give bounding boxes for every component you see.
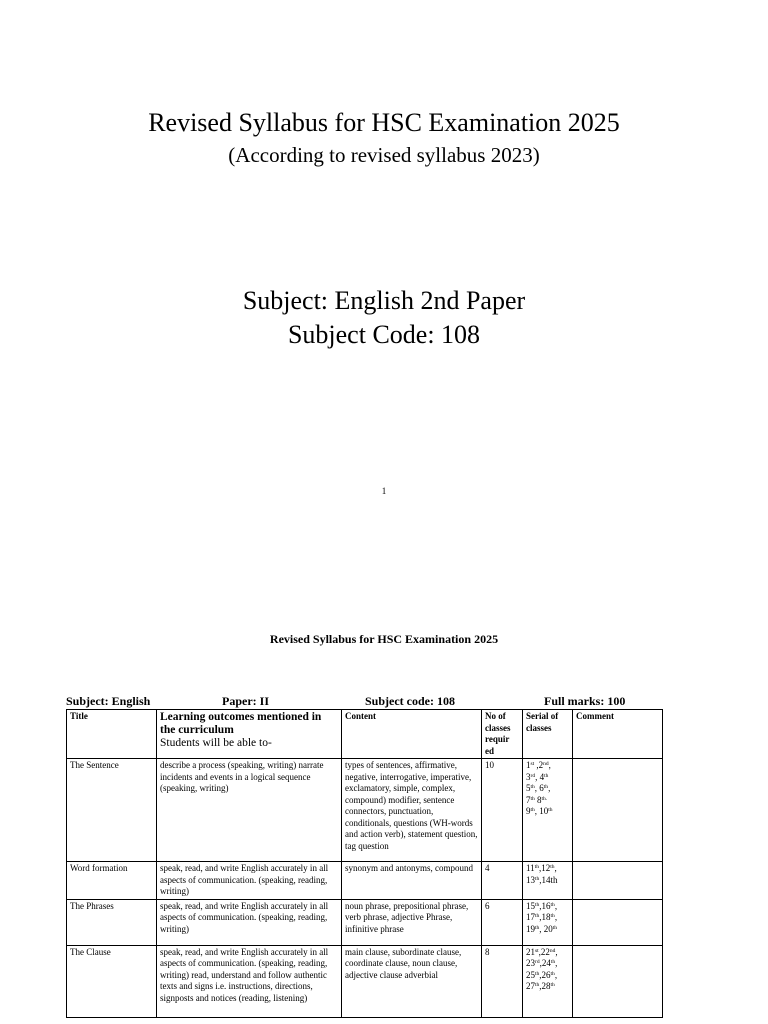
serial-number: 10 — [539, 806, 549, 816]
serial-ordinal-suffix: th — [550, 913, 555, 919]
header-learning-outcomes — [157, 710, 342, 759]
row-title: Word formation — [67, 862, 157, 900]
page-number: 1 — [381, 486, 387, 496]
row-outcomes: speak, read, and write English accurately in all aspects of communication. (speaking, reading, writing) — [157, 899, 342, 945]
row-comment — [573, 899, 663, 945]
serial-ordinal-suffix: st — [530, 761, 535, 767]
serial-ordinal-suffix: th — [530, 784, 535, 790]
main-title: Revised Syllabus for HSC Examination 2025 — [148, 108, 620, 137]
table-row — [67, 945, 663, 1017]
serial-ordinal-suffix: nd — [543, 761, 549, 767]
serial-number: 23 — [526, 958, 535, 968]
row-content: types of sentences, affirmative, negative, interrogative, imperative, exclamatory, simple, complex, compound) modifier, sentence connectors, punctuation, conditionals, questions (WH-words and action verb), statement question, tag question — [342, 759, 482, 862]
serial-number: 15 — [526, 900, 535, 911]
serial-number: 9 — [526, 806, 531, 816]
row-title: The Clause — [67, 945, 157, 1017]
serial-number: 7 — [526, 794, 531, 805]
serial-ordinal-suffix: th — [550, 970, 555, 977]
serial-ordinal-suffix: nd — [549, 947, 556, 954]
meta-subject: Subject: English — [66, 694, 151, 708]
serial-number: 13 — [526, 874, 535, 885]
serial-number: 28 — [541, 981, 551, 991]
serial-ordinal-suffix: rd — [530, 772, 536, 779]
serial-number: 17 — [526, 912, 535, 922]
header-outcomes-main: Learning outcomes mentioned in the curriculum — [160, 711, 322, 736]
row-content: main clause, subordinate clause, coordinate clause, noun clause, adjective clause adverbial — [342, 945, 482, 1017]
row-classes: 8 — [482, 945, 523, 1017]
serial-number: 4 — [539, 771, 545, 782]
serial-ordinal-suffix: th — [535, 982, 540, 988]
row-content: synonym and antonyms, compound — [342, 862, 482, 900]
serial-ordinal-suffix: th — [548, 807, 553, 813]
subject-heading: Subject: English 2nd Paper — [242, 286, 526, 315]
row-title: The Sentence — [67, 759, 157, 862]
serial-number: 12 — [541, 863, 551, 873]
serial-ordinal-suffix: th. — [541, 795, 548, 802]
serial-ordinal-suffix: th — [550, 864, 555, 870]
serial-number: 6 — [539, 783, 544, 793]
serial-ordinal-suffix: th — [543, 784, 549, 790]
table-row — [67, 759, 663, 862]
serial-number: 3 — [526, 771, 531, 782]
serial-ordinal-suffix: th — [530, 807, 535, 813]
serial-number: 27 — [526, 981, 535, 991]
serial-ordinal-suffix: rd — [535, 959, 540, 965]
row-outcomes: describe a process (speaking, writing) narrate incidents and events in a logical sequence (speaking, writing) — [157, 759, 342, 862]
serial-ordinal-suffix: th — [534, 864, 539, 870]
header-serial-of-classes: Serial of classes — [523, 710, 573, 759]
serial-ordinal-suffix: th — [535, 913, 540, 919]
row-title: The Phrases — [67, 899, 157, 945]
table-row — [67, 899, 663, 945]
meta-paper: Paper: II — [222, 694, 269, 708]
header-no-of-classes: No of classes requir ed — [482, 710, 523, 759]
meta-full-marks: Full marks: 100 — [544, 694, 626, 708]
serial-number: 5 — [526, 783, 531, 793]
meta-subject-code: Subject code: 108 — [365, 694, 455, 708]
subject-code-heading: Subject Code: 108 — [287, 320, 481, 349]
serial-ordinal-suffix: th — [550, 901, 555, 908]
serial-number: 11 — [526, 863, 535, 873]
serial-ordinal-suffix: th — [535, 924, 540, 931]
main-subtitle: (According to revised syllabus 2023) — [228, 143, 540, 167]
serial-number: 8 — [537, 794, 542, 805]
row-serial: 15th,16th, 17th,18th, 19th, 20th — [523, 899, 573, 945]
header-comment: Comment — [573, 710, 663, 759]
serial-number: 1 — [526, 760, 531, 770]
row-serial: 11th,12th, 13th,14th — [523, 862, 573, 900]
syllabus-title: Revised Syllabus for HSC Examination 2025 — [269, 632, 499, 646]
serial-ordinal-suffix: th — [530, 795, 535, 802]
row-comment — [573, 945, 663, 1017]
syllabus-table — [66, 709, 663, 1018]
syllabus-meta-row — [66, 694, 666, 709]
serial-number: 16 — [541, 900, 551, 911]
row-serial: 21st,22nd, 23rd,24th, 25th,26th, 27th,28th — [523, 945, 573, 1017]
row-outcomes: speak, read, and write English accurately in all aspects of communication. (speaking, reading, writing) — [157, 862, 342, 900]
serial-ordinal-suffix: th — [550, 982, 555, 988]
row-serial: 1st ,2nd, 3rd, 4th 5th, 6th, 7th $8^{th.}$ 9th, 10th — [523, 759, 573, 862]
serial-number: 25 — [526, 969, 535, 980]
table-row — [67, 862, 663, 900]
row-comment — [573, 759, 663, 862]
serial-number: 18 — [541, 912, 551, 922]
serial-number: 22 — [540, 946, 550, 957]
serial-number: 24 — [541, 958, 551, 968]
serial-ordinal-suffix: th — [550, 959, 556, 965]
serial-ordinal-suffix: th — [544, 772, 549, 779]
serial-number: 19 — [526, 923, 535, 934]
table-header-row — [67, 710, 663, 759]
serial-ordinal-suffix: th — [552, 924, 558, 931]
serial-ordinal-suffix: th — [535, 901, 540, 908]
row-classes: 6 — [482, 899, 523, 945]
header-title: Title — [67, 710, 157, 759]
row-comment — [573, 862, 663, 900]
serial-number: 26 — [541, 969, 551, 980]
header-outcomes-sub: Students will be able to- — [160, 737, 272, 749]
serial-number: 20 — [543, 923, 553, 934]
serial-ordinal-suffix: th — [535, 875, 540, 882]
row-classes: 4 — [482, 862, 523, 900]
serial-ordinal-suffix: th — [535, 970, 540, 977]
serial-number: 21 — [526, 946, 535, 957]
row-classes: 10 — [482, 759, 523, 862]
header-content: Content — [342, 710, 482, 759]
serial-number: 14th — [541, 874, 558, 885]
row-content: noun phrase, prepositional phrase, verb phrase, adjective Phrase, infinitive phrase — [342, 899, 482, 945]
row-outcomes: speak, read, and write English accurately in all aspects of communication. (speaking, reading, writing) read, understand and follow authentic texts and signs i.e. instructions, directions, signposts and notices (reading, listening) — [157, 945, 342, 1017]
serial-number: 2 — [538, 760, 544, 770]
serial-ordinal-suffix: st — [535, 947, 539, 954]
